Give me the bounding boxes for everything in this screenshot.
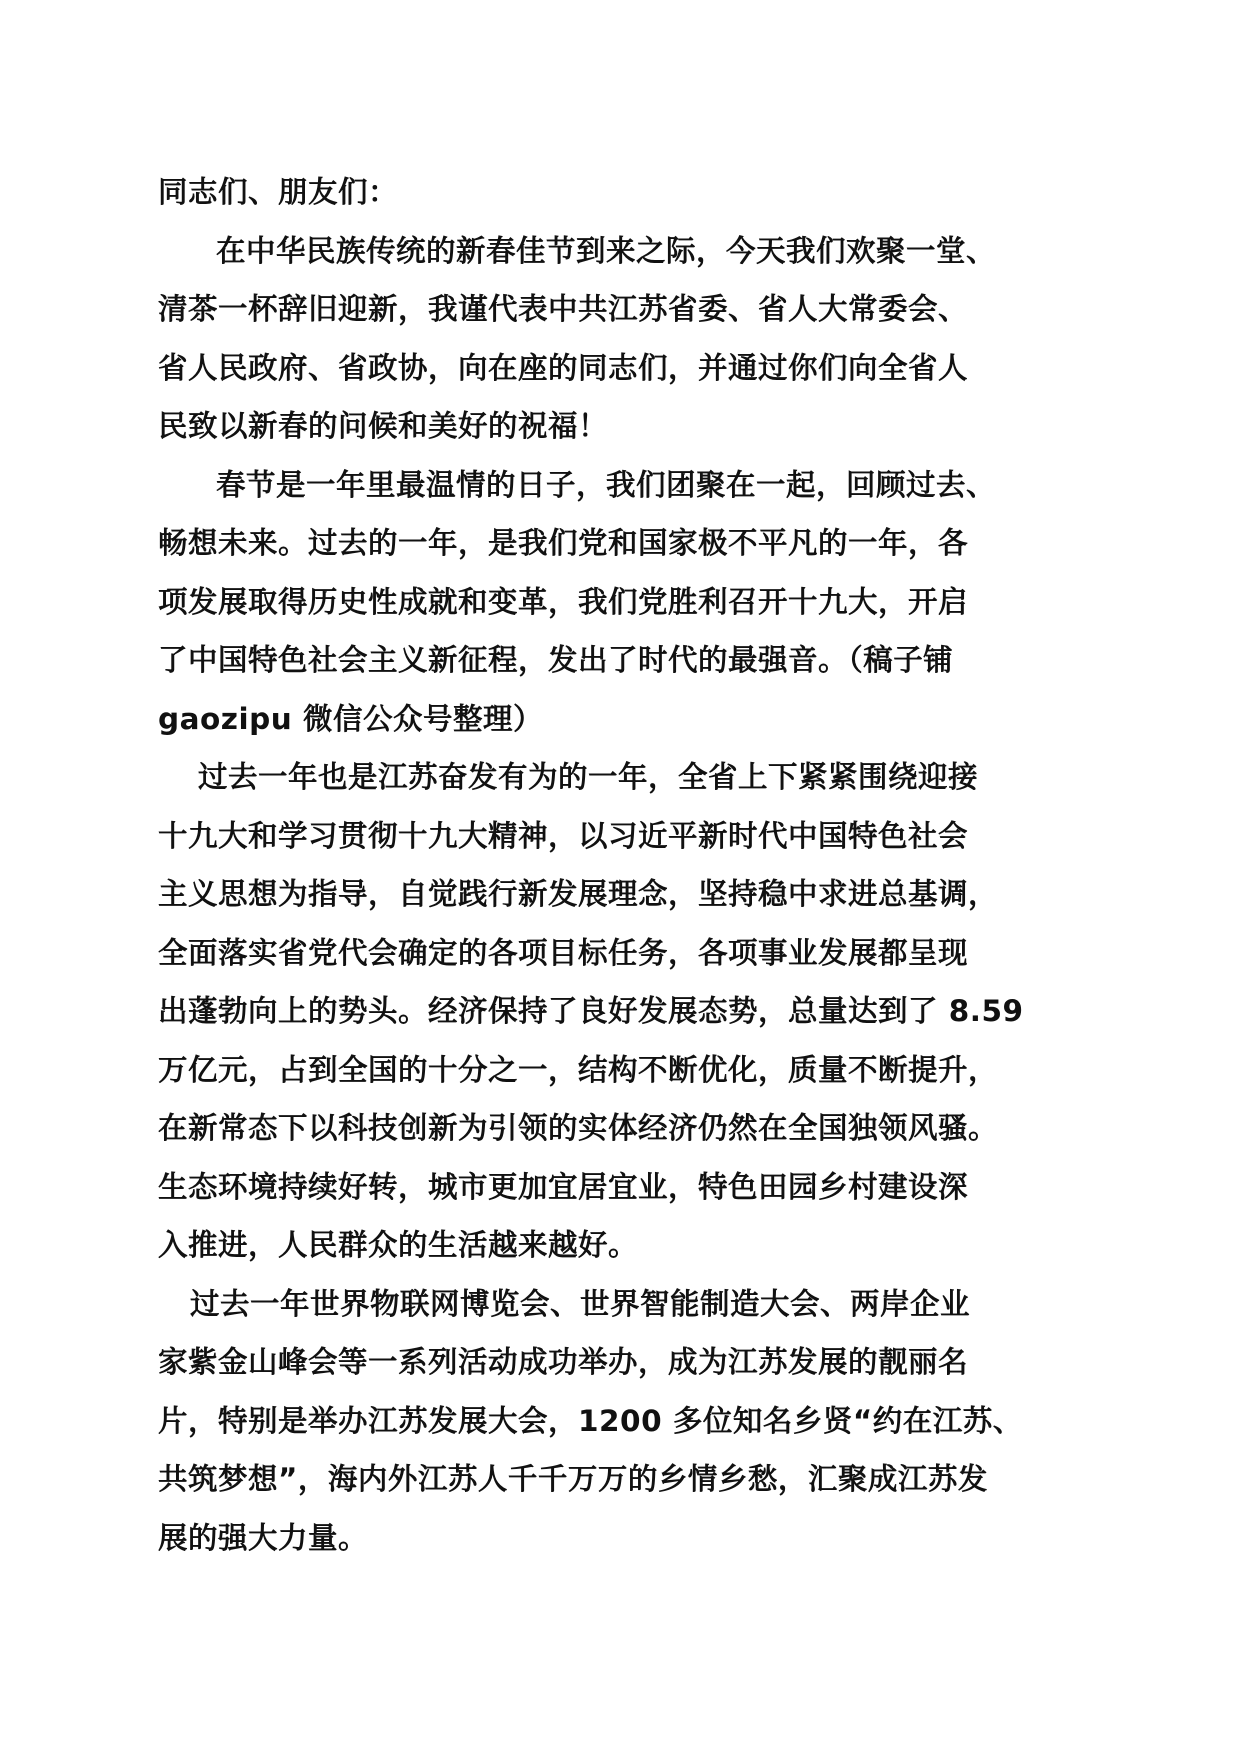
text-line: 在中华民族传统的新春佳节到来之际，今天我们欢聚一堂、 [216, 233, 997, 268]
text-line: 共筑梦想”，海内外江苏人千千万万的乡情乡愁，汇聚成江苏发 [158, 1462, 988, 1496]
text-line: 入推进，人民群众的生活越来越好。 [158, 1228, 639, 1262]
text-line: 主义思想为指导，自觉践行新发展理念，坚持稳中求进总基调， [158, 877, 999, 911]
text-line: 项发展取得历史性成就和变革，我们党胜利召开十九大，开启 [158, 584, 969, 619]
text-line: 生态环境持续好转，城市更加宜居宜业，特色田园乡村建设深 [158, 1169, 969, 1204]
text-line: 春节是一年里最温情的日子，我们团聚在一起，回顾过去、 [216, 467, 997, 502]
speech-text-body [158, 163, 1118, 1567]
text-line: 出蓬勃向上的势头。经济保持了良好发展态势，总量达到了 8.59 [158, 994, 1024, 1028]
text-line: 展的强大力量。 [158, 1520, 369, 1555]
text-line: 民致以新春的问候和美好的祝福！ [158, 409, 609, 443]
text-line: 畅想未来。过去的一年，是我们党和国家极不平凡的一年，各 [158, 526, 969, 560]
text-line: 了中国特色社会主义新征程，发出了时代的最强音。（稿子铺 [158, 643, 954, 677]
text-line: 万亿元，占到全国的十分之一，结构不断优化，质量不断提升， [158, 1052, 999, 1087]
text-line: 过去一年也是江苏奋发有为的一年，全省上下紧紧围绕迎接 [198, 760, 979, 794]
text-line: 家紫金山峰会等一系列活动成功举办，成为江苏发展的靓丽名 [158, 1345, 969, 1379]
text-line: 片，特别是举办江苏发展大会，1200 多位知名乡贤“约在江苏、 [158, 1403, 1023, 1438]
text-line: 十九大和学习贯彻十九大精神，以习近平新时代中国特色社会 [158, 818, 969, 853]
text-line: 在新常态下以科技创新为引领的实体经济仍然在全国独领风骚。 [158, 1111, 999, 1145]
text-line: 清茶一杯辞旧迎新，我谨代表中共江苏省委、省人大常委会、 [158, 292, 969, 326]
text-line: gaozipu 微信公众号整理） [158, 701, 543, 736]
text-line: 全面落实省党代会确定的各项目标任务，各项事业发展都呈现 [158, 935, 969, 970]
text-line: 省人民政府、省政协，向在座的同志们，并通过你们向全省人 [158, 350, 969, 385]
text-line: 同志们、朋友们： [158, 175, 399, 209]
text-line: 过去一年世界物联网博览会、世界智能制造大会、两岸企业 [190, 1286, 971, 1321]
